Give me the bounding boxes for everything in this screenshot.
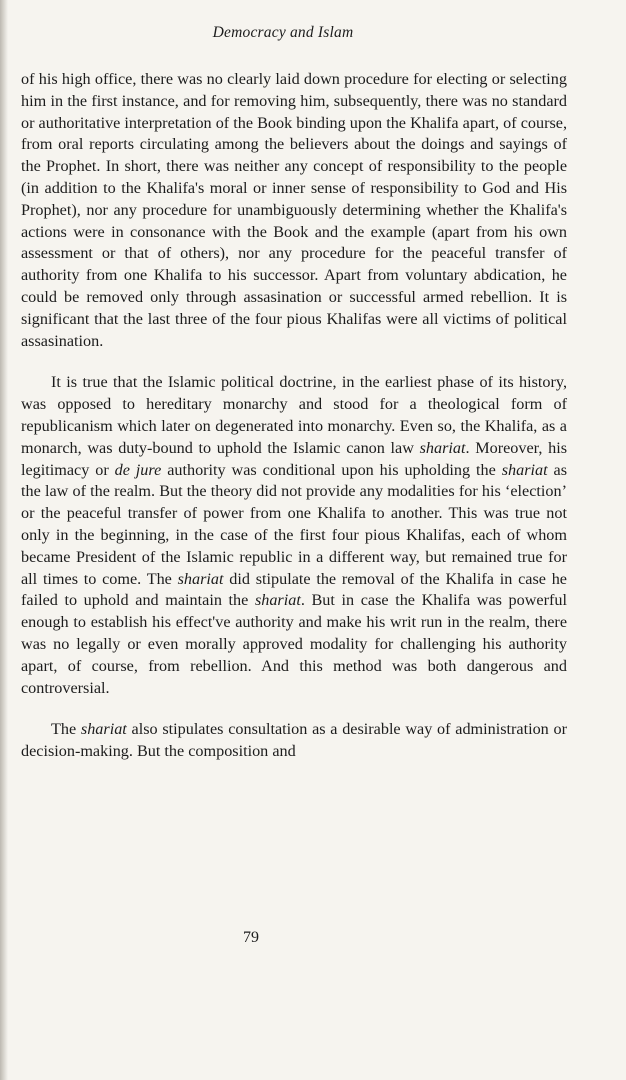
page-number: 79 xyxy=(243,929,259,946)
italic-term: shariat xyxy=(419,438,466,457)
text-run: . But in case the Khalifa was powerful enough to establish his effect've authority and make his writ run in the realm, there was no legally or even morally approved modality for challenging his authority apart, of course, from rebellion. And this method was both dangerous and controversial. xyxy=(21,591,567,697)
text-run: of his high office, there was no clearly laid down procedure for electing or selecting him in the first instance, and for removing him, subsequently, there was no standard or authoritative interpretation of the Book binding upon the Khalifa apart, of course, from oral reports circulating among the believers about the doings and sayings of the Prophet. In short, there was neither any concept of responsibility to the people (in addition to the Khalifa's moral or inner sense of responsibility to God and His Prophet), nor any procedure for unambiguously determining whether the Khalifa's actions were in consonance with the Book and the example (apart from his own assessment or that of others), nor any procedure for the peaceful transfer of authority from one Khalifa to his successor. Apart from voluntary abdication, he could be removed only through assasination or successful armed rebellion. It is significant that the last three of the four pious Khalifas were all victims of political assasination. xyxy=(21,70,567,350)
paragraph-3 xyxy=(21,719,567,763)
text-run: authority was conditional upon his upholding the xyxy=(161,460,502,479)
italic-term: shariat xyxy=(177,569,224,588)
text-run: It is true that the Islamic political doctrine, in the earliest phase of its history, was opposed to hereditary monarchy and stood for a theological form of republicanism which later on degenerated into monarchy. Even so, the Khalifa, as a monarch, was duty-bound to uphold the Islamic canon law xyxy=(21,373,567,457)
body-text xyxy=(21,69,567,763)
text-run: also stipulates consultation as a desirable way of administration or decision-making. But the composition and xyxy=(21,720,567,761)
italic-term: shariat xyxy=(501,460,548,479)
italic-term: shariat xyxy=(254,591,301,610)
running-head: Democracy and Islam xyxy=(212,24,354,41)
text-run: as the law of the realm. But the theory did not provide any modalities for his ‘election’ or the peaceful transfer of power from one Khalifa to another. This was true not only in the beginning, in the case of the first four pious Khalifas, each of whom became President of the Islamic republic in a different way, but remained true for all times to come. The xyxy=(21,460,568,588)
text-run: did stipulate the removal of the Khalifa in case he failed to uphold and maintain the xyxy=(21,569,567,610)
text-run: . Moreover, his legitimacy or xyxy=(21,438,567,479)
italic-term: shariat xyxy=(80,720,127,739)
italic-term: de jure xyxy=(114,460,162,479)
text-run: The xyxy=(51,720,81,739)
paragraph-1 xyxy=(21,69,567,352)
page-gutter-shadow xyxy=(0,0,8,1080)
paragraph-2 xyxy=(21,372,567,699)
